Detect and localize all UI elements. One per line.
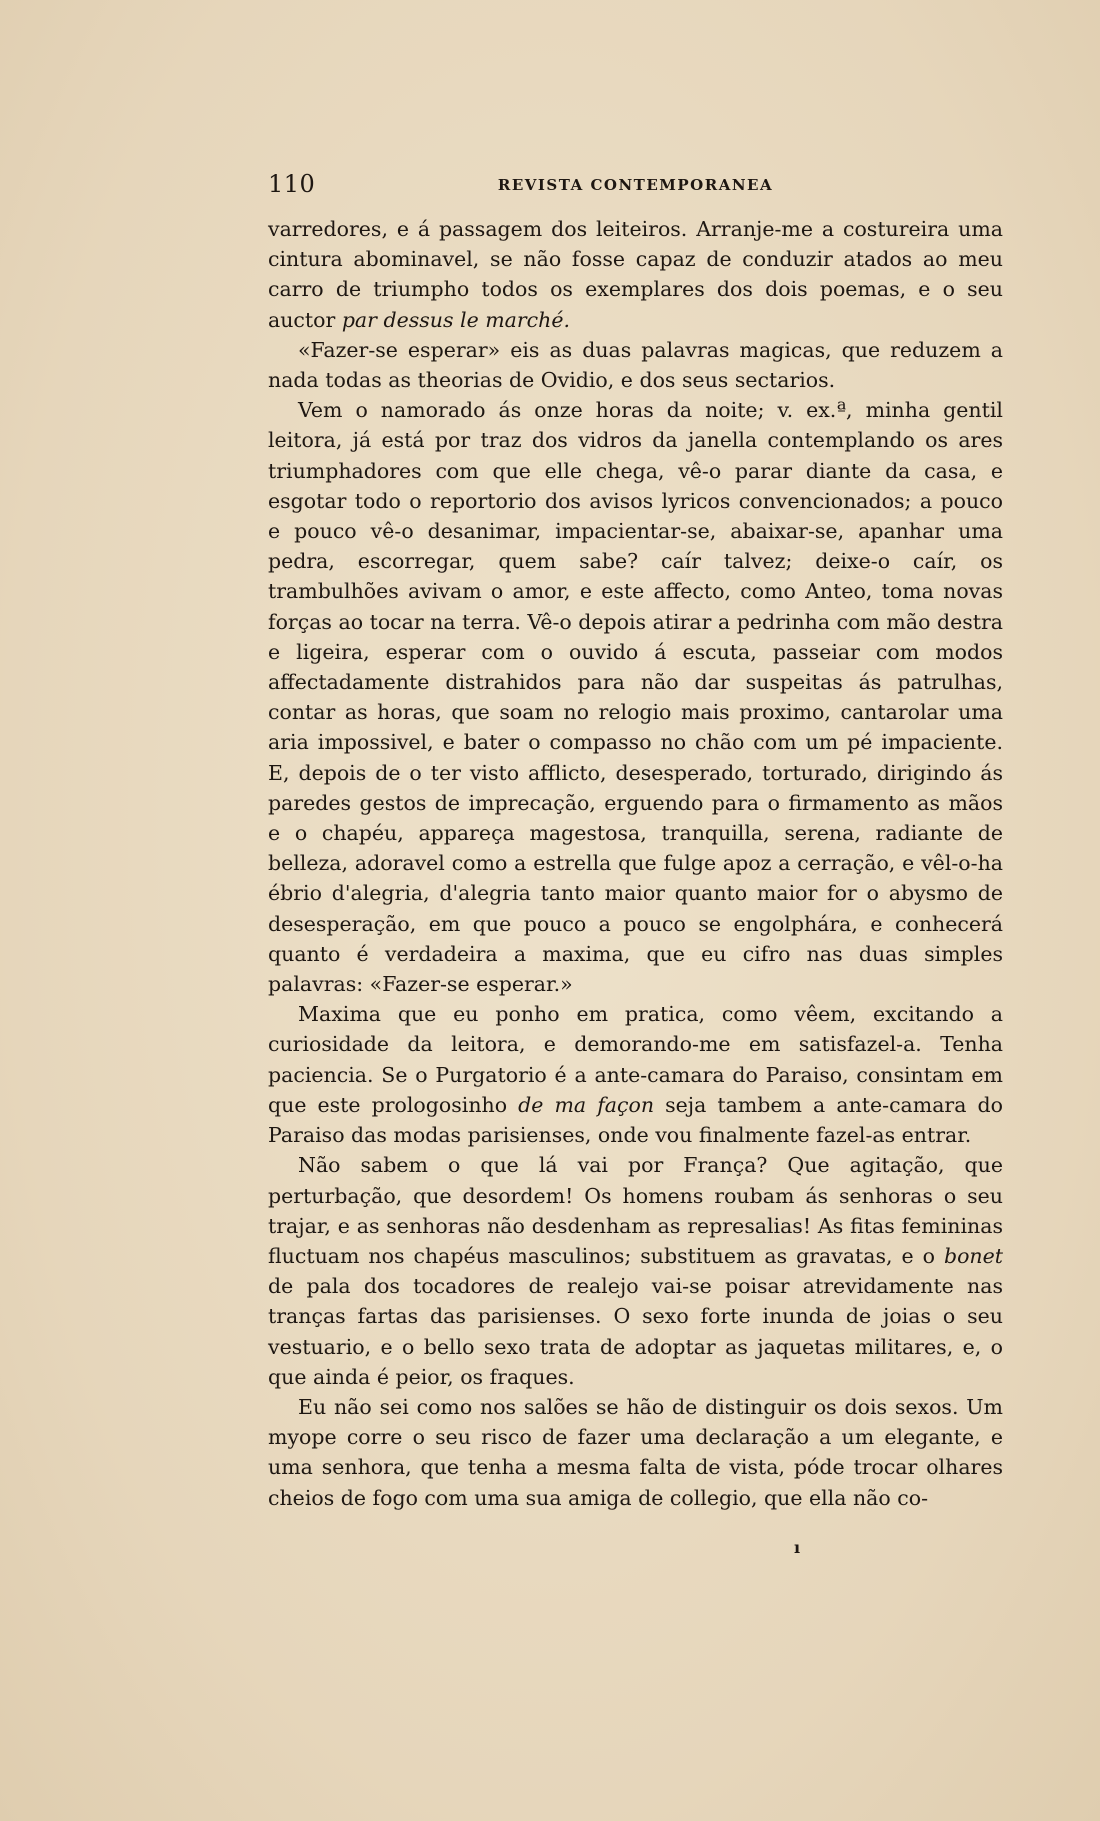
paragraph <box>268 1150 1003 1392</box>
paragraph <box>268 395 1003 999</box>
text-run: varredores, e á passagem dos leiteiros. Arranje-me a costureira uma cintura abominavel, se não fosse capaz de conduzir atados ao meu carro de triumpho todos os exemplares dos dois poemas, e o seu auctor <box>268 217 1003 332</box>
paragraph <box>268 999 1003 1150</box>
page-header <box>268 170 1003 202</box>
italic-run: bonet <box>943 1243 1003 1268</box>
signature-mark: ı <box>794 1538 801 1557</box>
text-run: Não sabem o que lá vai por França? Que agitação, que perturbação, que desordem! Os homens roubam ás senhoras o seu trajar, e as senhoras não desdenham as represalias! As fitas femininas fluctuam nos chapéus masculinos; substituem as gravatas, e o <box>268 1153 1003 1268</box>
paragraph <box>268 214 1003 335</box>
body-text <box>268 214 1003 1513</box>
paragraph <box>268 1392 1003 1513</box>
text-run: «Fazer-se esperar» eis as duas palavras magicas, que reduzem a nada todas as theorias de Ovidio, e dos seus sectarios. <box>268 337 1003 393</box>
text-run: Vem o namorado ás onze horas da noite; v. ex.ª, minha gentil leitora, já está por traz dos vidros da janella contemplando os ares triumphadores com que elle chega, vê-o parar diante da casa, e esgotar todo o reportorio dos avisos lyricos convencionados; a pouco e pouco vê-o desanimar, impacientar-se, abaixar-se, apanhar uma pedra, escorregar, quem sabe? caír talvez; deixe-o caír, os trambulhões avivam o amor, e este affecto, como Anteo, toma novas forças ao tocar na terra. Vê-o depois atirar a pedrinha com mão destra e ligeira, esperar com o ouvido á escuta, passeiar com modos affectadamente distrahidos para não dar suspeitas ás patrulhas, contar as horas, que soam no relogio mais proximo, cantarolar uma aria impossivel, e bater o compasso no chão com um pé impaciente. E, depois de o ter visto afflicto, desesperado, torturado, dirigindo ás paredes gestos de imprecação, erguendo para o firmamento as mãos e o chapéu, appareça magestosa, tranquilla, serena, radiante de belleza, adoravel como a estrella que fulge apoz a cerração, e vêl-o-ha ébrio d'alegria, d'alegria tanto maior quanto maior for o abysmo de desesperação, em que pouco a pouco se engolphára, e conhecerá quanto é verdadeira a maxima, que eu cifro nas duas simples palavras: «Fazer-se esperar.» <box>268 398 1003 997</box>
text-run: de pala dos tocadores de realejo vai-se poisar atrevidamente nas tranças fartas das parisienses. O sexo forte inunda de joias o seu vestuario, e o bello sexo trata de adoptar as jaquetas militares, e, o que ainda é peior, os fraques. <box>268 1274 1003 1389</box>
text-run: Maxima que eu ponho em pratica, como vêem, excitando a curiosidade da leitora, e demorando-me em satisfazel-a. Tenha paciencia. Se o Purgatorio é a ante-camara do Paraiso, consintam em que este prologosinho <box>268 1002 1003 1117</box>
italic-run: par dessus le marché. <box>341 307 571 332</box>
text-run: seja tambem a ante-camara do Paraiso das modas parisienses, onde vou finalmente fazel-as entrar. <box>268 1092 1003 1148</box>
paragraph <box>268 335 1003 395</box>
text-run: Eu não sei como nos salões se hão de distinguir os dois sexos. Um myope corre o seu risco de fazer uma declaração a um elegante, e uma senhora, que tenha a mesma falta de vista, póde trocar olhares cheios de fogo com uma sua amiga de collegio, que ella não co- <box>268 1394 1003 1510</box>
page-number: 110 <box>268 170 316 198</box>
italic-run: de ma façon <box>518 1092 655 1117</box>
running-title: REVISTA CONTEMPORANEA <box>497 176 774 194</box>
